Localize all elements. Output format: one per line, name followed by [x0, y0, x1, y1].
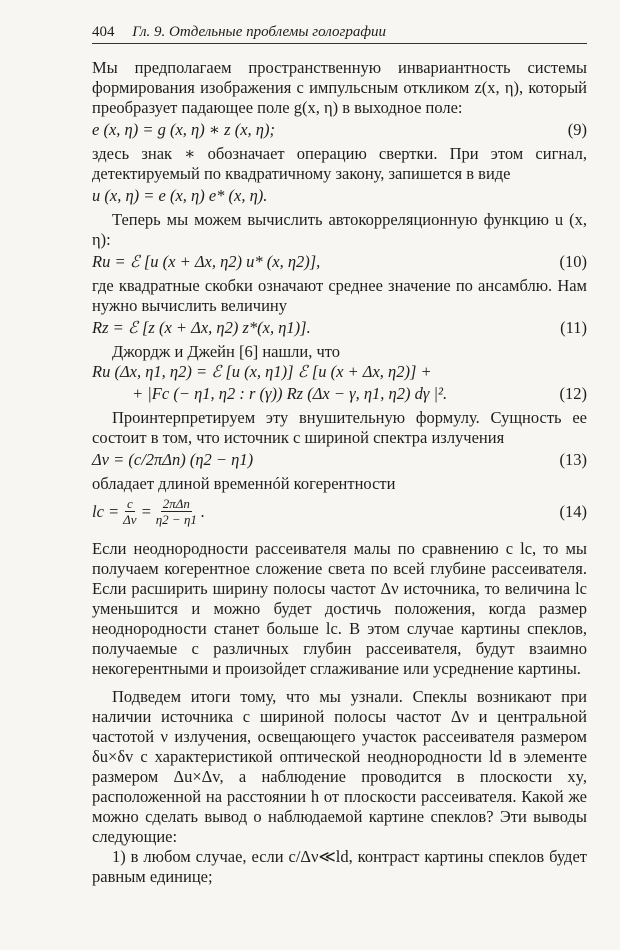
paragraph: Джордж и Джейн [6] нашли, что — [112, 342, 341, 361]
equation-number: (14) — [559, 501, 587, 521]
paragraph: Если неоднородности рассеивателя малы по сравнению с lc, то мы получаем когерентное сложение света по всей глубине рассеивателя. Если расширить ширину полосы частот Δν источника, то величина lc уменьшится и можно будет достичь положения, когда размер неоднородности станет больше lc. В этом случае картины спеклов, получаемые с различных глубин рассеивателя, будут взаимно некогерентными и произойдет сглаживание или усреднение картины. — [92, 539, 587, 678]
equation-number: (13) — [559, 450, 587, 469]
equation-lhs: lc = — [92, 501, 120, 521]
equation-number: (10) — [559, 252, 587, 271]
running-header — [92, 24, 587, 44]
paragraph: Подведем итоги тому, что мы узнали. Спеклы возникают при наличии источника с шириной полосы частот Δν и центральной частотой ν излучения, освещающего участок рассеивателя размером δu×δv с характеристикой оптической неоднородности ld в элементе размером Δu×Δv, а наблюдение проводится в плоскости xy, расположенной на расстоянии h от плоскости рассеивателя. Какой же можно сделать вывод о наблюдаемой картине спеклов? Эти выводы следующие: — [92, 687, 587, 846]
equation-u — [92, 186, 587, 206]
fraction — [121, 496, 138, 527]
equation-text: u (x, η) = e (x, η) e* (x, η). — [92, 186, 268, 205]
paragraph: обладает длиной временнóй когерентности — [92, 474, 396, 493]
equation-text: Ru (Δx, η1, η2) = ℰ [u (x, η1)] ℰ [u (x + Δx, η2)] + — [92, 362, 432, 381]
equation-number: (9) — [567, 120, 587, 139]
equation-body — [92, 496, 205, 527]
list-item: 1) в любом случае, если c/Δν≪ld, контраст картины спеклов будет равным единице; — [92, 847, 587, 886]
paragraph: где квадратные скобки означают среднее значение по ансамблю. Нам нужно вычислить величину — [92, 276, 587, 315]
page-body — [92, 58, 587, 887]
paragraph: Теперь мы можем вычислить автокорреляционную функцию u (x, η): — [92, 210, 587, 249]
chapter-title: Гл. 9. Отдельные проблемы голографии — [132, 24, 386, 40]
page-number: 404 — [92, 24, 115, 40]
fraction-denominator: η2 − η1 — [155, 512, 197, 527]
fraction — [154, 496, 199, 527]
fraction-numerator: c — [126, 496, 133, 511]
equation-10 — [92, 252, 587, 272]
equation-13 — [92, 450, 587, 470]
equation-text: Δν = (c/2πΔn) (η2 − η1) — [92, 450, 254, 469]
paragraph: Мы предполагаем пространственную инвариантность системы формирования изображения с импульсным откликом z(x, η), который преобразует падающее поле g(x, η) в выходное поле: — [92, 58, 587, 117]
fraction-denominator: Δν — [123, 512, 137, 527]
fraction-numerator: 2πΔn — [162, 496, 190, 511]
equation-9 — [92, 120, 587, 140]
equation-number: (11) — [560, 318, 587, 337]
equation-11 — [92, 318, 587, 338]
equation-12-line-2 — [92, 384, 587, 404]
equation-text: e (x, η) = g (x, η) ∗ z (x, η); — [92, 120, 275, 139]
equation-end: . — [200, 501, 206, 521]
equation-text: + |Fc (− η1, η2 : r (γ)) Rz (Δx − γ, η1, η2) dγ |². — [132, 384, 448, 403]
paragraph: Проинтерпретируем эту внушительную формулу. Сущность ее состоит в том, что источник с шириной спектра излучения — [92, 408, 587, 447]
paragraph: здесь знак ∗ обозначает операцию свертки. При этом сигнал, детектируемый по квадратичному закону, запишется в виде — [92, 144, 587, 183]
equals-sign: = — [140, 501, 152, 521]
equation-text: Rz = ℰ [z (x + Δx, η2) z*(x, η1)]. — [92, 318, 311, 337]
equation-12-line-1 — [92, 362, 587, 382]
equation-text: Ru = ℰ [u (x + Δx, η2) u* (x, η2)], — [92, 252, 321, 271]
equation-14 — [92, 496, 587, 527]
equation-number: (12) — [559, 384, 587, 403]
